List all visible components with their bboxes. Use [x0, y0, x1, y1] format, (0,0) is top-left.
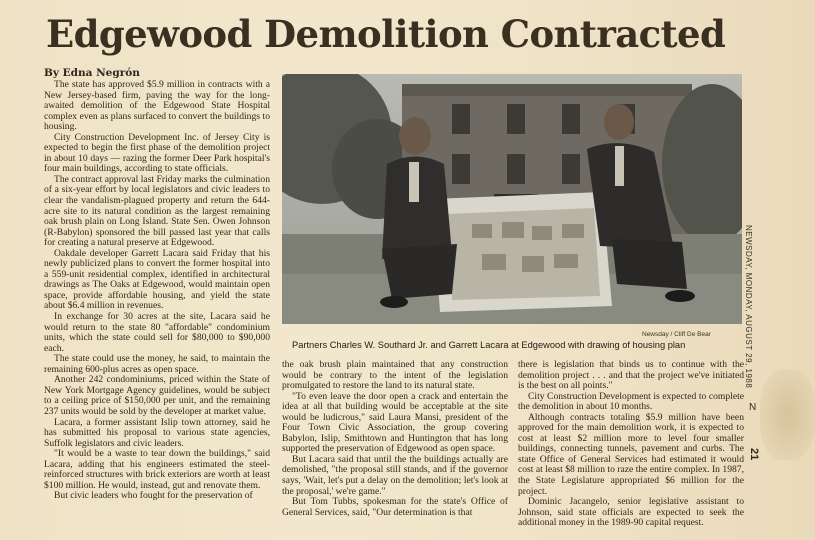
paragraph: City Construction Development is expected to complete the demolition in about 10 months.	[518, 390, 744, 413]
paragraph: Although contracts totaling $5.9 million have been approved for the main demolition work, it is expected to cost at least $2 million more to level four smaller buildings, connecting tunnels, pavement and curbs. The state Office of General Services had estimated it would cost at least $8 million to raze the entire complex. In 1987, the State Legislature appropriated $6 million for the project.	[518, 411, 744, 497]
section-letter: N	[749, 402, 757, 413]
photo-illustration	[282, 74, 742, 324]
byline: By Edna Negrón	[44, 67, 140, 79]
paragraph: Lacara, a former assistant Islip town attorney, said he has submitted his proposal to various state agencies, Suffolk legislators and civic leaders.	[44, 416, 270, 449]
paragraph: Oakdale developer Garrett Lacara said Friday that his newly publicized plans to convert the former hospital into a 559-unit residential complex, identified in architectural drawings as The Oaks at Edgewood, would maintain open space, provide affordable housing, and yield the state about $6.4 million in revenues.	[44, 247, 270, 312]
paragraph: "It would be a waste to tear down the buildings," said Lacara, adding that his engineers estimated the steel-reinforced structures with brick exteriors are worth at least $100 million. He would, instead, gut and renovate them.	[44, 448, 270, 491]
paragraph: The state has approved $5.9 million in contracts with a New Jersey-based firm, paving the way for the long-awaited demolition of the Edgewood State Hospital complex even as plans surfaced to convert the buildings to housing.	[44, 79, 270, 133]
paragraph: Dominic Jacangelo, senior legislative assistant to Johnson, said state officials are expected to seek the additional money in the 1989-90 capital request.	[518, 496, 744, 529]
paragraph: The state could use the money, he said, to maintain the remaining 600-plus acres as open space.	[44, 353, 270, 375]
photo-credit: Newsday / Cliff De Bear	[642, 331, 711, 338]
paragraph: "To even leave the door open a crack and entertain the idea at all that building would be acceptable at the site would be ludicrous," said Laura Mansi, president of the Four Town Civic Association, the group covering Babylon, Islip, Smithtown and Huntington that has long supported the preservation of Edgewood as open space.	[282, 390, 508, 455]
paragraph: The contract approval last Friday marks the culmination of a six-year effort by local legislators and civic leaders to clear the vandalism-plagued property and return the 644-acre site to its natural condition as the largest remaining oak brush plain on Long Island. State Sen. Owen Johnson (R-Babylon) sponsored the bill passed last year that calls for creating a natural preserve at Edgewood.	[44, 173, 270, 249]
photo-caption: Partners Charles W. Southard Jr. and Garrett Lacara at Edgewood with drawing of housing plan	[292, 340, 686, 350]
article-column-1	[44, 80, 270, 502]
paragraph: there is legislation that binds us to continue with the demolition project . . . and that the project we've initiated is the best on all points."	[518, 359, 744, 392]
paragraph: the oak brush plain maintained that any construction would be contrary to the intent of the legislation promulgated to restore the land to its natural state.	[282, 359, 508, 392]
paragraph: Another 242 condominiums, priced within the State of New York Mortgage Agency guidelines, would be subject to a ceiling price of $150,000 per unit, and the remaining 237 units would be sold by the developer at market value.	[44, 374, 270, 417]
paragraph: In exchange for 30 acres at the site, Lacara said he would return to the state 80 "affordable" condominium units, which the state could sell for $80,000 to $90,000 each.	[44, 311, 270, 354]
side-dateline: NEWSDAY, MONDAY, AUGUST 29, 1988	[744, 225, 753, 389]
paragraph: City Construction Development Inc. of Jersey City is expected to begin the first phase of the demolition project in about 10 days — razing the former Deer Park hospital's four main buildings, according to state officials.	[44, 131, 270, 175]
paragraph: But Tom Tubbs, spokesman for the state's Office of General Services, said, "Our determination is that	[282, 496, 508, 518]
headline: Edgewood Demolition Contracted	[46, 12, 726, 56]
article-column-3	[518, 360, 744, 529]
paragraph: But Lacara said that until the the buildings actually are demolished, "the proposal still stands, and if the governor says, 'Wait, let's put a delay on the demolition; let's look at the proposal,' we're game."	[282, 453, 508, 497]
page-number: 21	[748, 448, 760, 461]
news-photo	[282, 74, 742, 324]
paragraph: But civic leaders who fought for the preservation of	[54, 490, 253, 502]
article-column-2	[282, 360, 508, 518]
paper-stain	[760, 370, 815, 460]
